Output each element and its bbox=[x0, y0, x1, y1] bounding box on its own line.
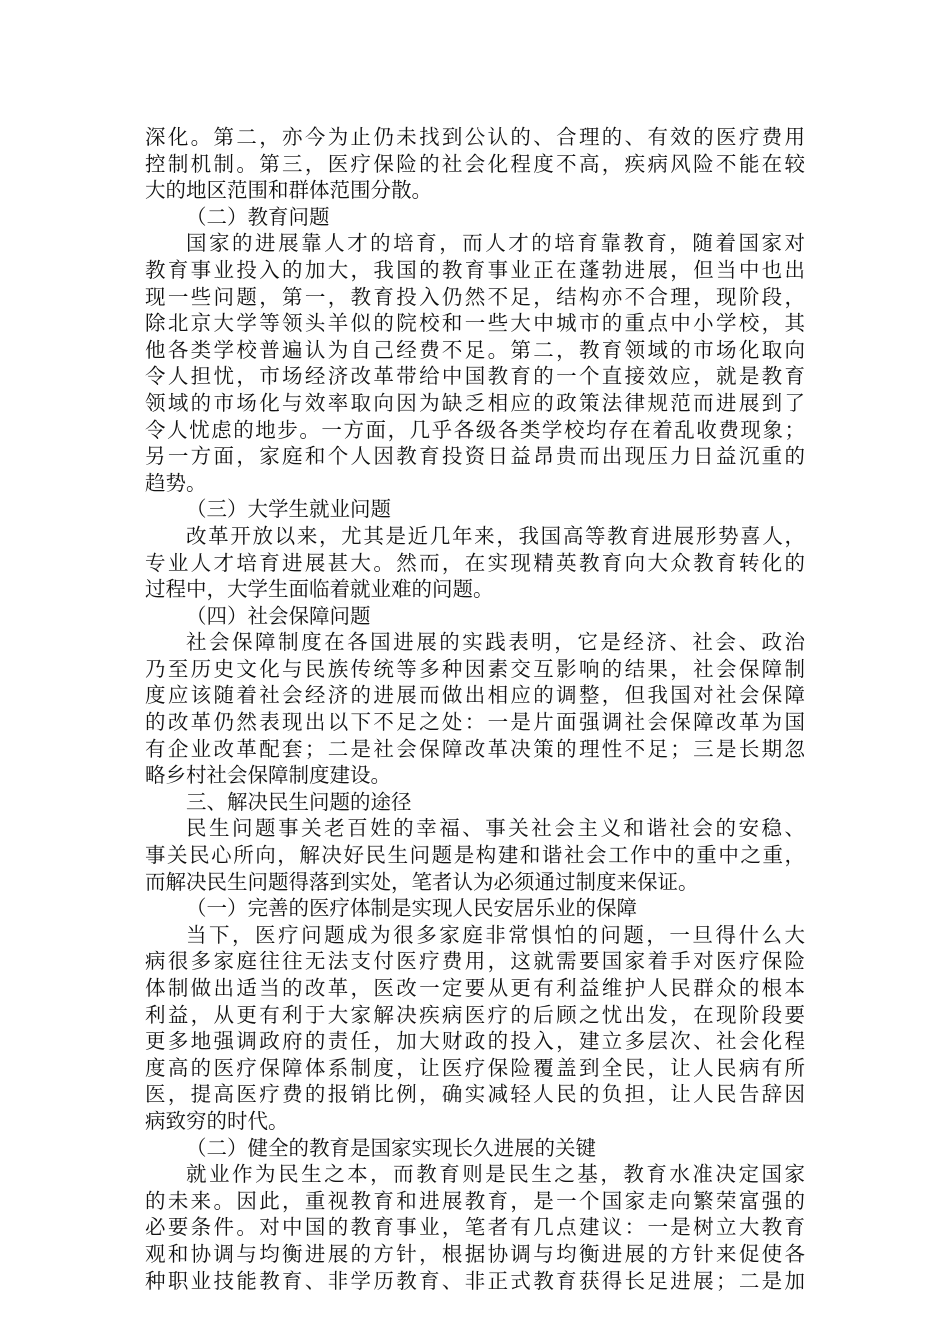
paragraph bbox=[145, 922, 805, 1135]
heading-text: （四）社会保障问题 bbox=[186, 603, 371, 628]
text-line: 利益，从更有利于大家解决疾病医疗的后顾之忧出发，在现阶段要 bbox=[145, 1002, 805, 1027]
text-line: 另一方面，家庭和个人因教育投资日益昂贵而出现压力日益沉重的 bbox=[145, 444, 805, 469]
paragraph bbox=[145, 523, 805, 603]
text-line: 现一些问题，第一，教育投入仍然不足，结构亦不合理，现阶段， bbox=[145, 284, 805, 309]
text-line: 体制做出适当的改革，医改一定要从更有利益维护人民群众的根本 bbox=[145, 976, 805, 1000]
subsection-heading bbox=[145, 1135, 805, 1162]
text-line: 大的地区范围和群体范围分散。 bbox=[145, 178, 432, 203]
text-line: 除北京大学等领头羊似的院校和一些大中城市的重点中小学校，其 bbox=[145, 311, 805, 336]
heading-text: （二）健全的教育是国家实现长久进展的关键 bbox=[186, 1135, 596, 1160]
heading-text: （三）大学生就业问题 bbox=[186, 497, 391, 522]
heading-text: （一）完善的医疗体制是实现人民安居乐业的保障 bbox=[186, 896, 637, 921]
text-line: 当下，医疗问题成为很多家庭非常惧怕的问题，一旦得什么大 bbox=[186, 922, 805, 947]
text-line: 控制机制。第三，医疗保险的社会化程度不高，疾病风险不能在较 bbox=[145, 151, 805, 176]
text-line: 观和协调与均衡进展的方针，根据协调与均衡进展的方针来促使各 bbox=[145, 1241, 805, 1266]
text-line: 教育事业投入的加大，我国的教育事业正在蓬勃进展，但当中也出 bbox=[145, 257, 805, 282]
text-line: 事关民心所向，解决好民生问题是构建和谐社会工作中的重中之重， bbox=[145, 843, 805, 868]
text-line: 领域的市场化与效率取向因为缺乏相应的政策法律规范而进展到了 bbox=[145, 390, 805, 415]
subsection-heading bbox=[145, 895, 805, 922]
text-line: 乃至历史文化与民族传统等多种因素交互影响的结果，社会保障制 bbox=[145, 656, 805, 681]
text-line: 种职业技能教育、非学历教育、非正式教育获得长足进展；二是加 bbox=[145, 1268, 805, 1293]
heading-text: （二）教育问题 bbox=[186, 204, 330, 229]
text-line: 令人担忧，市场经济改革带给中国教育的一个直接效应，就是教育 bbox=[145, 364, 805, 389]
paragraph bbox=[145, 124, 805, 204]
text-line: 他各类学校普遍认为自己经费不足。第二，教育领域的市场化取向 bbox=[145, 337, 805, 362]
text-line: 医，提高医疗费的报销比例，确实减轻人民的负担，让人民告辞因 bbox=[145, 1082, 805, 1107]
text-line: 度应该随着社会经济的进展而做出相应的调整，但我国对社会保障 bbox=[145, 683, 805, 708]
text-line: 令人忧虑的地步。一方面，几乎各级各类学校均存在着乱收费现象； bbox=[145, 417, 805, 442]
subsection-heading bbox=[145, 496, 805, 523]
text-line: 略乡村社会保障制度建设。 bbox=[145, 763, 391, 788]
text-line: 就业作为民生之本，而教育则是民生之基，教育水准决定国家 bbox=[186, 1162, 805, 1187]
subsection-heading bbox=[145, 204, 805, 231]
text-line: 的未来。因此，重视教育和进展教育，是一个国家走向繁荣富强的 bbox=[145, 1188, 805, 1213]
text-line: 有企业改革配套；二是社会保障改革决策的理性不足；三是长期忽 bbox=[145, 736, 805, 761]
text-line: 必要条件。对中国的教育事业，笔者有几点建议：一是树立大教育 bbox=[145, 1215, 805, 1240]
text-line: 趋势。 bbox=[145, 470, 207, 495]
text-line: 专业人才培育进展甚大。然而，在实现精英教育向大众教育转化的 bbox=[145, 550, 805, 575]
paragraph bbox=[145, 1161, 805, 1294]
text-line: 而解决民生问题得落到实处，笔者认为必须通过制度来保证。 bbox=[145, 869, 699, 894]
text-line: 社会保障制度在各国进展的实践表明，它是经济、社会、政治 bbox=[186, 630, 805, 655]
subsection-heading bbox=[145, 603, 805, 630]
paragraph bbox=[145, 230, 805, 496]
text-line: 病很多家庭往往无法支付医疗费用，这就需要国家着手对医疗保险 bbox=[145, 949, 805, 974]
text-line: 度高的医疗保障体系制度，让医疗保险覆盖到全民，让人民病有所 bbox=[145, 1055, 805, 1080]
paragraph bbox=[145, 815, 805, 895]
section-heading bbox=[145, 789, 805, 816]
text-line: 更多地强调政府的责任，加大财政的投入，建立多层次、社会化程 bbox=[145, 1029, 805, 1054]
text-line: 病致穷的时代。 bbox=[145, 1108, 289, 1133]
text-line: 的改革仍然表现出以下不足之处：一是片面强调社会保障改革为国 bbox=[145, 710, 805, 735]
text-line: 改革开放以来，尤其是近几年来，我国高等教育进展形势喜人， bbox=[186, 523, 805, 548]
text-line: 民生问题事关老百姓的幸福、事关社会主义和谐社会的安稳、 bbox=[186, 816, 805, 841]
heading-text: 三、解决民生问题的途径 bbox=[186, 789, 412, 814]
text-line: 国家的进展靠人才的培育，而人才的培育靠教育，随着国家对 bbox=[186, 231, 805, 256]
text-line: 深化。第二，亦今为止仍未找到公认的、合理的、有效的医疗费用 bbox=[145, 125, 805, 149]
document-page bbox=[145, 124, 805, 1294]
paragraph bbox=[145, 629, 805, 789]
text-line: 过程中，大学生面临着就业难的问题。 bbox=[145, 577, 494, 602]
